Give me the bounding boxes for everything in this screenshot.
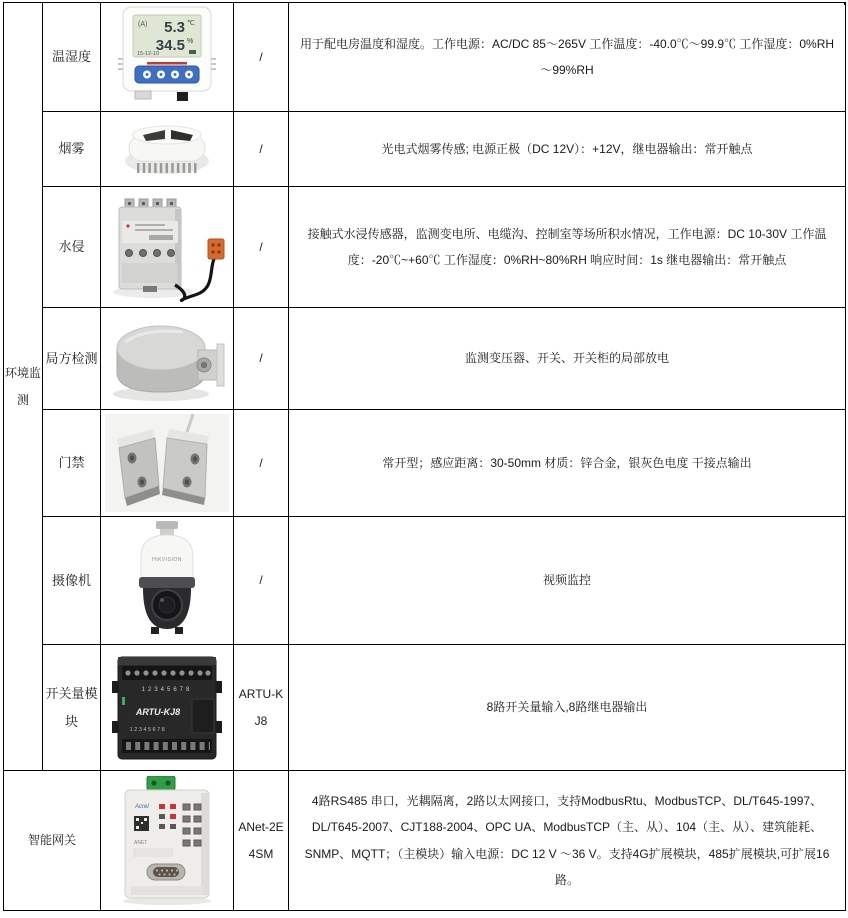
table-row	[4, 771, 846, 911]
table-row	[4, 187, 846, 308]
cropped-grid-stub	[844, 2, 845, 5]
model-cell: ANet-2E4SM	[234, 771, 289, 911]
device-image-cell	[101, 771, 234, 911]
ptz-camera-image	[119, 521, 215, 641]
device-name-cell: 温湿度	[43, 3, 101, 112]
device-image-cell	[101, 308, 234, 410]
channel-numbers-top: 12345678	[141, 686, 193, 693]
device-image-cell	[101, 645, 234, 771]
channel-numbers-bottom: 12345678	[129, 726, 167, 733]
device-image-cell	[101, 187, 234, 308]
switch-input-module-image	[108, 651, 226, 765]
device-name-cell: 门禁	[43, 410, 101, 517]
table-row	[4, 645, 846, 771]
door-magnetic-contact-image	[105, 414, 229, 512]
gateway-model-text: ANET	[134, 839, 148, 846]
device-image-cell	[101, 410, 234, 517]
lcd-temperature-value: 5.3	[164, 19, 185, 36]
gateway-label	[133, 848, 173, 857]
category-cell-env-monitoring: 环境监测	[4, 3, 43, 771]
bottom-connector	[135, 91, 151, 99]
model-cell: /	[234, 308, 289, 410]
table-row	[4, 112, 846, 187]
category-cell-gateway: 智能网关	[4, 771, 101, 911]
plug	[177, 92, 188, 101]
device-name-cell: 局方检测	[43, 308, 101, 410]
lcd-humidity-unit: %	[187, 38, 194, 45]
device-spec-table	[3, 2, 846, 911]
table-row	[4, 410, 846, 517]
water-intrusion-sensor-image	[105, 191, 229, 303]
cropped-grid-stub	[233, 2, 234, 5]
status-led-icon	[122, 697, 125, 705]
smoke-detector-image	[109, 117, 225, 181]
model-cell: /	[234, 517, 289, 645]
model-cell: /	[234, 112, 289, 187]
description-cell: 8路开关量输入,8路继电器输出	[289, 645, 846, 771]
camera-brand-text: HIKVISION	[152, 556, 182, 563]
device-image-cell	[101, 3, 234, 112]
description-cell: 光电式烟雾传感; 电源正极（DC 12V）：+12V，继电器输出：常开触点	[289, 112, 846, 187]
cropped-grid-stub	[3, 2, 4, 5]
device-image-cell	[101, 112, 234, 187]
table-row	[4, 517, 846, 645]
gateway-brand-text: Acrel	[135, 803, 149, 810]
cropped-grid-stub	[288, 2, 289, 5]
description-cell: 监测变压器、开关、开关柜的局部放电	[289, 308, 846, 410]
module-model-text: ARTU-KJ8	[135, 706, 181, 717]
table-row	[4, 308, 846, 410]
lcd-mode-text: (A)	[138, 21, 148, 28]
cropped-grid-stub	[100, 2, 101, 5]
lcd-humidity-value: 34.5	[155, 37, 185, 54]
description-cell: 视频监控	[289, 517, 846, 645]
description-cell: 接触式水浸传感器，监测变电所、电缆沟、控制室等场所积水情况，工作电源：DC 10-30V 工作温度：-20℃~+60℃ 工作湿度：0%RH~80%RH 响应时间：1s 继电器输出：常开触点	[289, 187, 846, 308]
contact-block-right	[162, 429, 209, 505]
probe-connector	[208, 239, 224, 259]
din-clip	[143, 286, 157, 292]
description-cell: 常开型；感应距离：30-50mm 材质：锌合金，银灰色电度 干接点输出	[289, 410, 846, 517]
db9-connector-icon	[147, 864, 185, 880]
cropped-grid-stub	[42, 2, 43, 5]
green-terminal-block	[147, 776, 175, 790]
battery-icon	[189, 50, 196, 54]
device-name-cell: 烟雾	[43, 112, 101, 187]
description-cell: 用于配电房温度和湿度。工作电源：AC/DC 85～265V 工作温度：-40.0℃～99.9℃ 工作湿度：0%RH～99%RH	[289, 3, 846, 112]
model-cell: /	[234, 3, 289, 112]
table-row	[4, 3, 846, 112]
model-cell: /	[234, 410, 289, 517]
temperature-humidity-sensor-image	[117, 5, 217, 109]
lcd-date-text: 15-12-10	[137, 51, 160, 57]
device-name-cell: 开关量模块	[43, 645, 101, 771]
camera-mount	[156, 521, 178, 529]
qr-code-icon	[134, 816, 149, 831]
model-cell: ARTU-KJ8	[234, 645, 289, 771]
device-name-cell: 摄像机	[43, 517, 101, 645]
smart-gateway-image	[107, 776, 227, 906]
module-side-door	[192, 699, 214, 733]
model-cell: /	[234, 187, 289, 308]
lcd-temperature-unit: ℃	[187, 20, 195, 27]
device-name-cell: 水侵	[43, 187, 101, 308]
description-cell: 4路RS485 串口，光耦隔离，2路以太网接口，支持ModbusRtu、ModbusTCP、DL/T645-1997、DL/T645-2007、CJT188-2004、OPC UA、ModbusTCP（主、从）、104（主、从）、建筑能耗、SNMP、MQTT；（主模块）输入电源：DC 12 V ～36 V。支持4G扩展模块，485扩展模块,可扩展16路。	[289, 771, 846, 911]
partial-discharge-sensor-image	[105, 312, 229, 406]
device-image-cell	[101, 517, 234, 645]
